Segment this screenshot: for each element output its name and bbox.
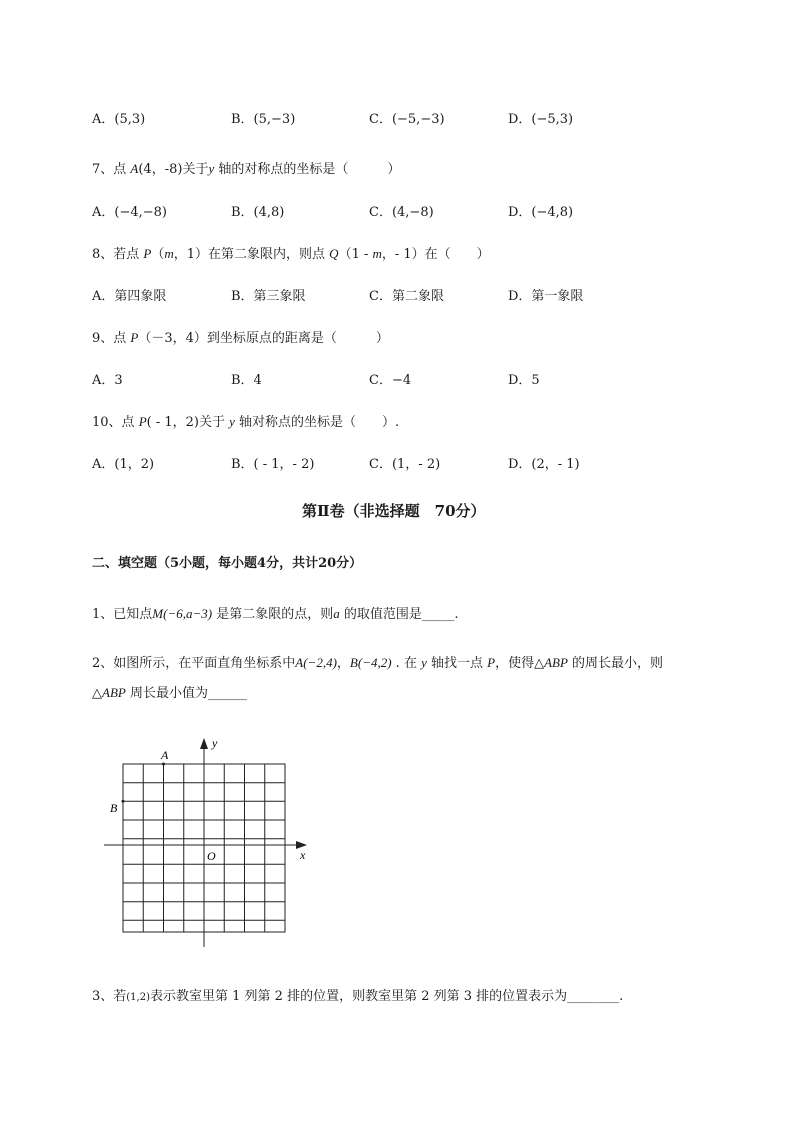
q6-option-a[interactable]: A．(5,3) [92,112,146,127]
q8-text: （1 - [338,247,373,262]
fill2-text: 周长最小值为______ [125,686,247,701]
fill1-var-a: a [333,606,340,621]
q8-var-q: Q [329,246,339,261]
q7-text: 轴的对称点的坐标是（ ） [214,162,401,177]
q9-option-b[interactable]: B．4 [231,373,262,388]
fill2-var-p: P [487,655,496,670]
q9-option-c[interactable]: C．−4 [369,373,412,388]
q9-option-d[interactable]: D．5 [508,373,540,388]
q8-option-d[interactable]: D．第一象限 [508,289,584,304]
fill2-point-a: A(−2,4) [295,655,337,670]
q6-option-b[interactable]: B．(5,−3) [231,112,296,127]
q8-var-m: m [164,246,174,261]
fill1-text: 1、已知点 [92,607,153,622]
q8-text: 8、若点 [92,247,144,262]
fill2-text: 的周长最小，则 [567,656,664,671]
y-axis-arrow-icon [200,738,208,749]
q7-option-d[interactable]: D．(−4,8) [508,205,574,220]
q10-option-a[interactable]: A．(1，2) [92,457,155,472]
q7-option-b[interactable]: B．(4,8) [231,205,285,220]
fill2-triangle: ABP [544,655,568,670]
q9-stem [92,327,389,346]
fill1-text: 的取值范围是_____. [339,607,459,622]
q9-option-a[interactable]: A．3 [92,373,123,388]
q8-var-p: P [143,246,152,261]
fill3-text: 表示教室里第 1 列第 2 排的位置，则教室里第 2 列第 3 排的位置表示为________. [150,989,624,1004]
fill2-text: ，使得△ [495,656,545,671]
coordinate-grid-figure [100,735,315,950]
fill2-line1 [92,652,663,671]
q7-stem [92,158,400,177]
fill1-coord: (−6,a−3) [163,606,213,621]
q7-option-c[interactable]: C．(4,−8) [369,205,434,220]
q10-text: 轴对称点的坐标是（ ）. [234,415,400,430]
origin-label: O [207,849,216,863]
q6-option-c[interactable]: C．(−5,−3) [369,112,445,127]
fill2-text: 轴找一点 [426,656,488,671]
q7-option-a[interactable]: A．(−4,−8) [92,205,167,220]
q8-stem [92,243,490,262]
fill2-text: . 在 [391,656,422,671]
q8-option-c[interactable]: C．第二象限 [369,289,444,304]
q8-option-b[interactable]: B．第三象限 [231,289,306,304]
q10-var-y: y [229,414,235,429]
fill1-var-m: M [152,606,164,621]
q8-option-a[interactable]: A．第四象限 [92,289,167,304]
q7-text: (4，-8)关于 [138,162,209,177]
q7-text: 7、点 [92,162,131,177]
q8-text: （ [151,247,165,262]
fill3-text: 3、若 [92,989,127,1004]
fill3-pair: (1,2) [126,992,150,1003]
q10-text: 10、点 [92,415,139,430]
q9-text: 9、点 [92,331,131,346]
q6-option-d[interactable]: D．(−5,3) [508,112,574,127]
q10-stem [92,411,399,430]
fill2-text: 2、如图所示，在平面直角坐标系中 [92,656,296,671]
fill2-text: △ [92,686,102,701]
q10-option-d[interactable]: D．(2，- 1) [508,457,580,472]
part2-title: 第Ⅱ卷（非选择题 70分） [302,502,486,520]
fill2-text: ， [336,656,350,671]
point-a-marker [162,763,165,766]
q10-text: ( - 1，2)关于 [146,415,230,430]
fill1-text: 是第二象限的点，则 [212,607,334,622]
q8-text: ，1）在第二象限内，则点 [173,247,330,262]
q7-var-y: y [208,161,215,176]
section2-title: 二、填空题（5小题，每小题4分，共计20分） [92,556,363,571]
q10-option-b[interactable]: B．( - 1，- 2) [231,457,315,472]
fill1-stem [92,603,458,622]
q7-var-a: A [130,161,139,176]
fill2-var-y: y [421,655,427,670]
y-axis-label: y [212,736,218,750]
q8-var-m: m [372,246,382,261]
fill2-line2 [92,682,247,701]
point-b-label: B [110,801,118,815]
fill2-point-b: B(−4,2) [349,655,392,670]
q9-var-p: P [130,330,139,345]
q8-text: ，- 1）在（ ） [381,247,490,262]
fill3-stem [92,985,623,1004]
point-a-label: A [161,748,169,762]
fill2-triangle: ABP [102,685,126,700]
q10-option-c[interactable]: C．(1，- 2) [369,457,441,472]
q10-var-p: P [138,414,147,429]
point-b-marker [122,800,125,803]
q9-text: （－3，4）到坐标原点的距离是（ ） [138,331,389,346]
x-axis-label: x [300,848,306,862]
